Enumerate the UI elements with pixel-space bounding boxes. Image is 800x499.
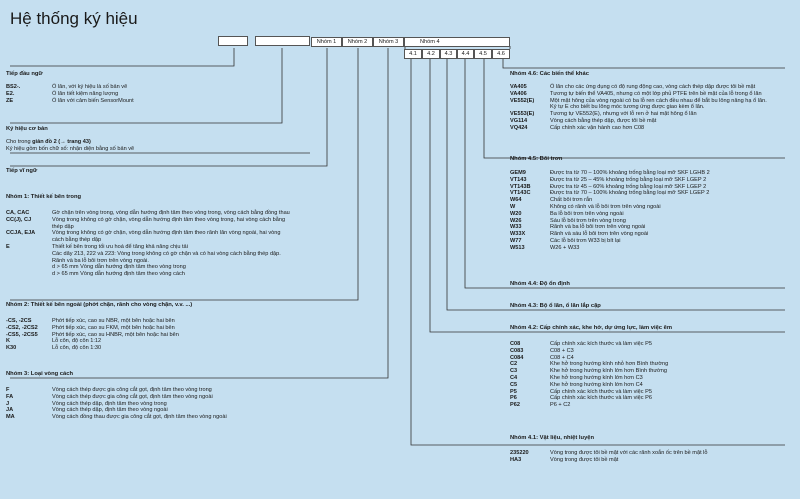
list-item [6,401,227,408]
group-4-5-list [510,170,710,252]
list-item [510,211,710,218]
suffix-header: Tiếp vĩ ngữ [6,168,38,174]
group-4-box: Nhóm 4 [404,37,510,47]
description-line: Vòng cách bằng thép dập, được tôi bề mặt [550,117,657,124]
item-description [550,382,643,389]
description-line: Khe hở trong hướng kính lớn hơn C3 [550,374,643,381]
prefix-header: Tiếp đầu ngữ [6,71,43,77]
item-code: VE553(E) [510,111,535,118]
list-item [510,111,767,118]
group-4-2-list [510,341,668,409]
description-line: cách bằng thép dập [52,237,102,244]
description-line: Vòng cách thép dập, định tâm theo vòng ngoài [52,407,168,414]
description-line: Các lỗ bôi trơn W33 bị bít lại [550,237,621,244]
list-item [6,325,179,332]
basic-designation-line-1: Cho trong giản đồ 2 (→ trang 43) [6,139,91,145]
item-code: VT143 [510,176,527,183]
list-item [510,177,710,184]
description-line: thép dập [52,223,74,230]
item-description [550,375,643,382]
description-line: Phớt tiếp xúc, cao su HNBR, một bên hoặc hai bên [52,331,179,338]
basic-designation-header: Ký hiệu cơ bản [6,126,48,132]
item-code: FA [6,393,14,400]
description-line: Vòng cách đồng thau được gia công cắt gọt, định tâm theo vòng ngoài [52,414,227,421]
description-line: Vòng cách thép được gia công cắt gọt, định tâm theo vòng trong [52,387,212,393]
item-description [52,387,212,394]
item-description [550,211,624,218]
description-line: Được tra từ 70 – 100% khoảng trống bằng loại mỡ SKF LGEP 2 [550,190,710,197]
item-code: K30 [6,345,17,352]
item-code: K [6,338,11,345]
item-code: -CS, -2CS [6,318,32,324]
basic-designation-box [255,36,310,46]
page-title: Hệ thống ký hiệu [10,9,138,28]
description-line: Tương tự biến thể VA405, nhưng có một lớp phủ PTFE trên bề mặt của lỗ trong ổ lăn [550,90,762,97]
description-line: Vòng trong không có gờ chặn, vòng dẫn hướng định tâm theo vòng trong, hai vòng cách bằng [52,216,286,223]
item-code: C083 [510,347,524,354]
item-description [550,348,574,355]
item-description [52,414,227,421]
item-code: -CS2, -2CS2 [6,324,38,331]
list-item [6,387,227,394]
description-line: Sáu lỗ bôi trơn trên vòng trong [550,217,626,224]
description-line: Rãnh và sáu lỗ bôi trơn trên vòng ngoài [550,231,649,238]
group-2-list [6,318,179,352]
list-item [510,125,767,132]
list-item [510,457,708,464]
description-line: Cấp chính xác kích thước và làm việc P5 [550,341,652,347]
list-item [510,341,668,348]
item-description [550,177,706,184]
item-description [550,125,644,132]
item-code: GEM9 [510,170,526,176]
item-description [550,389,652,396]
description-line: Vòng cách thép được gia công cắt gọt, định tâm theo vòng ngoài [52,393,213,400]
description-line: C08 + C4 [550,354,574,361]
description-line: Phớt tiếp xúc, cao su NBR, một bên hoặc hai bên [52,318,175,324]
prefix-list [6,84,134,104]
item-code: CC(J), CJ [6,216,32,223]
description-line: Vòng trong không có gờ chặn, vòng dẫn hướng định tâm theo rãnh lăn vòng ngoài, hai vòng [52,230,281,237]
item-code: C08 [510,341,521,347]
description-line: Không có rãnh và lỗ bôi trơn trên vòng ngoài [550,203,661,210]
list-item [6,394,227,401]
item-code: W513 [510,244,525,251]
list-item [510,395,668,402]
item-description [550,91,762,98]
item-code: VQ424 [510,124,528,131]
description-line: Vòng cách thép dập, định tâm theo vòng trong [52,400,167,407]
item-code: C4 [510,374,518,381]
description-line: Chất bôi trơn rắn [550,197,593,204]
description-line: Được tra từ 45 – 60% khoảng trống bằng loại mỡ SKF LGEP 2 [550,183,707,190]
description-line: Ký tự E cho biết bu lông móc tương ứng được giao kèm ổ lăn. [550,104,705,111]
item-code: JA [6,407,14,414]
description-line: Ổ lăn cho các ứng dụng có độ rung động cao, vòng cách thép dập được tôi bề mặt [550,84,756,90]
list-item [6,318,179,325]
description-line: Cấp chính xác kích thước và làm việc P5 [550,388,652,395]
group-4-3-header: Nhóm 4.3: Bộ ổ lăn, ổ lăn lắp cặp [510,303,601,309]
item-code: VT143B [510,183,531,190]
item-code: W64 [510,197,522,204]
description-line: Vòng trong được tôi bề mặt [550,456,619,463]
item-description [550,402,570,409]
list-item [510,368,668,375]
description-line: W26 + W33 [550,244,580,251]
item-description [550,111,697,118]
basic-designation-line-2: Ký hiệu gồm bốn chữ số: nhận diện bằng số bản vẽ [6,146,135,152]
group-4-4-box: 4.4 [457,49,474,59]
list-item [510,197,710,204]
item-description [52,230,280,244]
list-item: BS2-. Ổ lăn, với ký hiệu là số bản vẽ [6,84,128,90]
list-item [510,382,668,389]
group-1-box: Nhóm 1 [311,37,342,47]
group-3-box: Nhóm 3 [373,37,404,47]
item-description [52,210,290,217]
group-2-header: Nhóm 2: Thiết kế bên ngoài (phớt chặn, rãnh cho vòng chặn, v.v. ...) [6,302,193,308]
item-description [550,395,652,402]
item-code: C5 [510,381,518,388]
description-line: Được tra từ 70 – 100% khoảng trống bằng loại mỡ SKF LGHB 2 [550,170,710,176]
item-code: W33 [510,224,522,231]
item-description [52,217,285,231]
item-code: VA406 [510,90,527,97]
description-line: Phớt tiếp xúc, cao su FKM, một bên hoặc hai bên [52,324,175,331]
list-item [510,245,710,252]
group-4-6-list [510,84,767,132]
item-code: MA [6,414,15,421]
item-description [52,244,281,278]
description-line: d > 65 mm Vòng dẫn hướng định tâm theo vòng cách [52,271,185,278]
item-code: W33X [510,231,526,238]
item-description [52,325,175,332]
group-4-3-box: 4.3 [440,49,457,59]
item-description [550,457,618,464]
list-item [6,244,290,278]
item-code: P6 [510,395,517,402]
group-4-1-box: 4.1 [404,49,422,59]
description-line: Khe hở trong hướng kính lớn hơn C4 [550,381,643,388]
item-code: W26 [510,217,522,224]
item-code: C084 [510,354,524,361]
item-code: VT143C [510,190,531,197]
item-description [550,450,708,457]
group-4-1-header: Nhóm 4.1: Vật liệu, nhiệt luyện [510,435,595,441]
group-4-1-list [510,450,708,464]
group-1-list [6,210,290,278]
list-item [510,170,710,177]
item-code: CCJA, EJA [6,230,36,237]
item-code: F [6,387,10,393]
description-line: Thiết kế bên trong tối ưu hoá để tăng khả năng chịu tải [52,243,188,250]
list-item [510,231,710,238]
group-3-list [6,387,227,421]
list-item [510,402,668,409]
description-line: Các dãy 213, 222 và 223: Vòng trong không có gờ chặn và có hai vòng cách bằng thép dập. [52,250,281,257]
prefix-box [218,36,248,46]
item-description [52,318,175,325]
item-code: P62 [510,402,520,409]
group-4-5-box: 4.5 [474,49,492,59]
item-code: C2 [510,361,518,368]
group-4-4-header: Nhóm 4.4: Độ ổn định [510,281,570,287]
group-4-6-box: 4.6 [492,49,510,59]
item-description [52,394,213,401]
group-2-box: Nhóm 2 [342,37,373,47]
list-item [510,450,708,457]
item-code: CA, CAC [6,210,30,216]
list-item [510,84,767,91]
description-line: P6 + C2 [550,402,571,409]
description-line: Rãnh và ba lỗ bôi trơn trên vòng ngoài [550,224,646,231]
item-description [550,368,667,375]
item-description [550,238,621,245]
description-line: Rãnh và ba lỗ bôi trơn trên vòng ngoài. [52,257,149,264]
list-item [510,375,668,382]
item-code: C3 [510,368,518,375]
item-code: 235220 [510,450,529,456]
list-item [510,91,767,98]
list-item [6,230,290,244]
description-line: Một mặt hông của vòng ngoài có ba lỗ ren cách đều nhau để bắt bu lông nâng hạ ổ lăn. [550,97,767,104]
group-4-5-header: Nhóm 4.5: Bôi trơn [510,156,563,162]
list-item [6,217,290,231]
list-item [510,190,710,197]
list-item [6,345,179,352]
group-4-2-header: Nhóm 4.2: Cấp chính xác, khe hở, dự ứng lực, làm việc êm [510,325,673,331]
list-item [510,348,668,355]
description-line: d > 65 mm Vòng dẫn hướng định tâm theo vòng trong [52,264,186,271]
item-code: VA405 [510,84,527,90]
item-code: -CS5, -2CS5 [6,331,38,338]
item-code: VE552(E) [510,97,535,104]
item-description [550,231,648,238]
list-item [510,204,710,211]
item-description [550,245,579,252]
description-line: Vòng trong được tôi bề mặt với các rãnh xoắn ốc trên bề mặt lỗ [550,450,708,456]
item-code: VG114 [510,117,528,124]
list-item [510,389,668,396]
description-line: Tương tự VE552(E), nhưng với lỗ ren ở hai mặt hông ổ lăn [550,111,697,118]
description-line: Gờ chặn trên vòng trong, vòng dẫn hướng định tâm theo vòng trong, vòng cách bằng đồng thau [52,210,290,216]
description-line: Lỗ côn, độ côn 1:12 [52,338,102,345]
item-code: J [6,400,10,407]
item-code: W77 [510,237,522,244]
description-line: Lỗ côn, độ côn 1:30 [52,345,102,352]
list-item [510,98,767,112]
item-description [550,118,656,125]
item-code: W20 [510,210,522,217]
description-line: Cấp chính xác kích thước và làm việc P6 [550,395,652,402]
item-description [550,84,755,91]
list-item [6,414,227,421]
item-description [550,197,592,204]
list-item: ZE Ổ lăn với cảm biến SensorMount [6,97,134,104]
item-code: HA3 [510,456,522,463]
item-description [550,98,767,112]
description-line: Cấp chính xác vận hành cao hơn C08 [550,124,645,131]
description-line: Ba lỗ bôi trơn trên vòng ngoài [550,210,624,217]
description-line: Khe hở trong hướng kính nhỏ hơn Bình thường [550,361,669,368]
item-description [52,401,167,408]
description-line: Khe hở trong hướng kính lớn hơn Bình thường [550,368,667,375]
description-line: Được tra từ 25 – 45% khoảng trống bằng loại mỡ SKF LGEP 2 [550,176,707,183]
group-4-2-box: 4.2 [422,49,440,59]
item-code: E [6,243,10,250]
item-description [550,170,710,177]
list-item [510,238,710,245]
item-code: P5 [510,388,517,395]
group-1-header: Nhóm 1: Thiết kế bên trong [6,194,82,200]
item-description [550,204,661,211]
list-item [510,118,767,125]
item-description [550,341,652,348]
list-item: E2. Ổ lăn tiết kiệm năng lượng [6,90,119,97]
description-line: C08 + C3 [550,347,574,354]
list-item [6,210,290,217]
item-description [52,345,101,352]
group-3-header: Nhóm 3: Loại vòng cách [6,371,73,377]
group-4-6-header: Nhóm 4.6: Các biến thể khác [510,71,589,77]
item-code: W [510,203,516,210]
